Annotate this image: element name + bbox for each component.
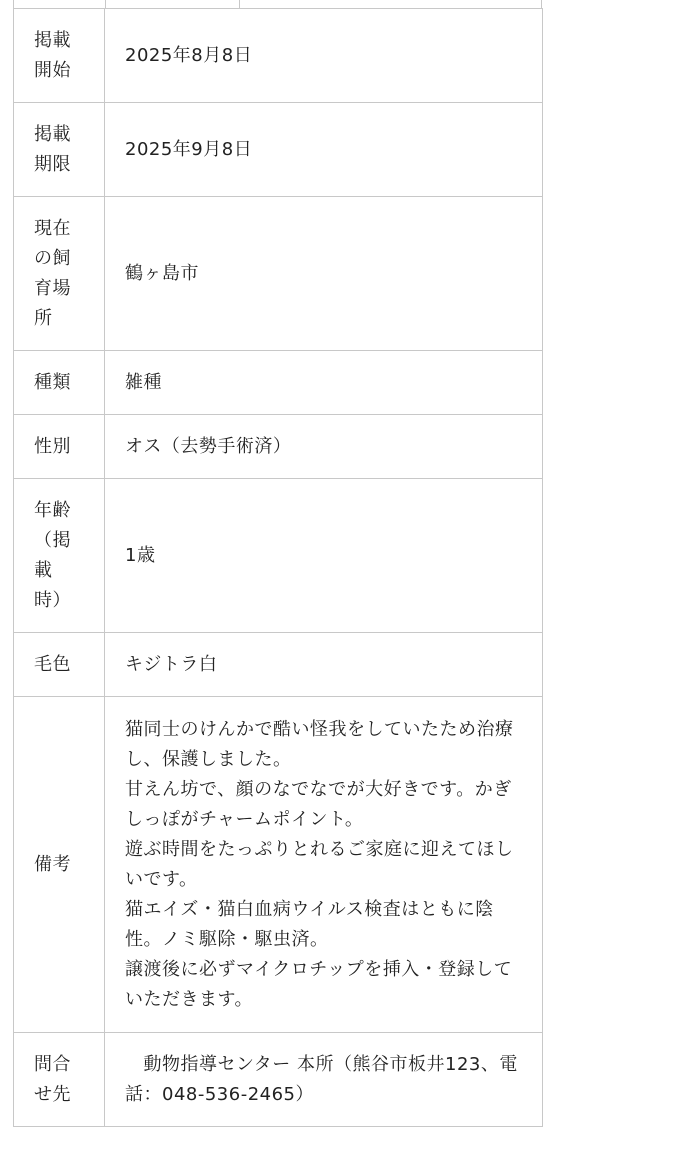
remarks-line: 譲渡後に必ずマイクロチップを挿入・登録して — [125, 958, 513, 980]
table-row — [14, 103, 543, 197]
table-row — [14, 479, 543, 633]
row-value-contact — [105, 1033, 543, 1127]
remarks-line: し、保護しました。 — [125, 748, 292, 770]
row-label-listing-start: 掲載 開始 — [14, 9, 105, 103]
row-value-sex: オス（去勢手術済） — [105, 415, 543, 479]
row-label-breed: 種類 — [14, 351, 105, 415]
contact-line: 話：048-536-2465） — [125, 1083, 315, 1105]
remarks-line: 遊ぶ時間をたっぷりとれるご家庭に迎えてほし — [125, 838, 514, 860]
table-row — [14, 9, 543, 103]
remarks-line: 猫エイズ・猫白血病ウイルス検査はともに陰 — [125, 898, 494, 920]
row-value-listing-start: 2025年8月8日 — [105, 9, 543, 103]
table-row — [14, 415, 543, 479]
table-row — [14, 1033, 543, 1127]
table-top-remnant — [13, 0, 542, 8]
row-label-coat-color: 毛色 — [14, 633, 105, 697]
remarks-line: いです。 — [125, 868, 198, 890]
table-row — [14, 197, 543, 351]
contact-line: 動物指導センター 本所（熊谷市板井123、電 — [125, 1053, 518, 1075]
row-value-coat-color: キジトラ白 — [105, 633, 543, 697]
remarks-line: 猫同士のけんかで酷い怪我をしていたため治療 — [125, 718, 514, 740]
row-label-listing-end: 掲載 期限 — [14, 103, 105, 197]
row-value-listing-end: 2025年9月8日 — [105, 103, 543, 197]
remarks-line: 甘えん坊で、顔のなでなでが大好きです。かぎ — [125, 778, 512, 800]
row-label-current-location: 現在 の飼 育場 所 — [14, 197, 105, 351]
table-row — [14, 351, 543, 415]
row-value-breed: 雑種 — [105, 351, 543, 415]
table-row — [14, 697, 543, 1033]
pet-info-table — [13, 8, 543, 1127]
table-row — [14, 633, 543, 697]
row-value-remarks — [105, 697, 543, 1033]
row-value-current-location: 鶴ヶ島市 — [105, 197, 543, 351]
row-value-age: 1歳 — [105, 479, 543, 633]
row-label-contact: 問合 せ先 — [14, 1033, 105, 1127]
remarks-line: いただきます。 — [125, 988, 254, 1010]
remarks-line: 性。ノミ駆除・駆虫済。 — [125, 928, 329, 950]
remarks-line: しっぽがチャームポイント。 — [125, 808, 364, 830]
row-label-remarks: 備考 — [14, 697, 105, 1033]
row-label-age: 年齢 （掲 載 時） — [14, 479, 105, 633]
row-label-sex: 性別 — [14, 415, 105, 479]
